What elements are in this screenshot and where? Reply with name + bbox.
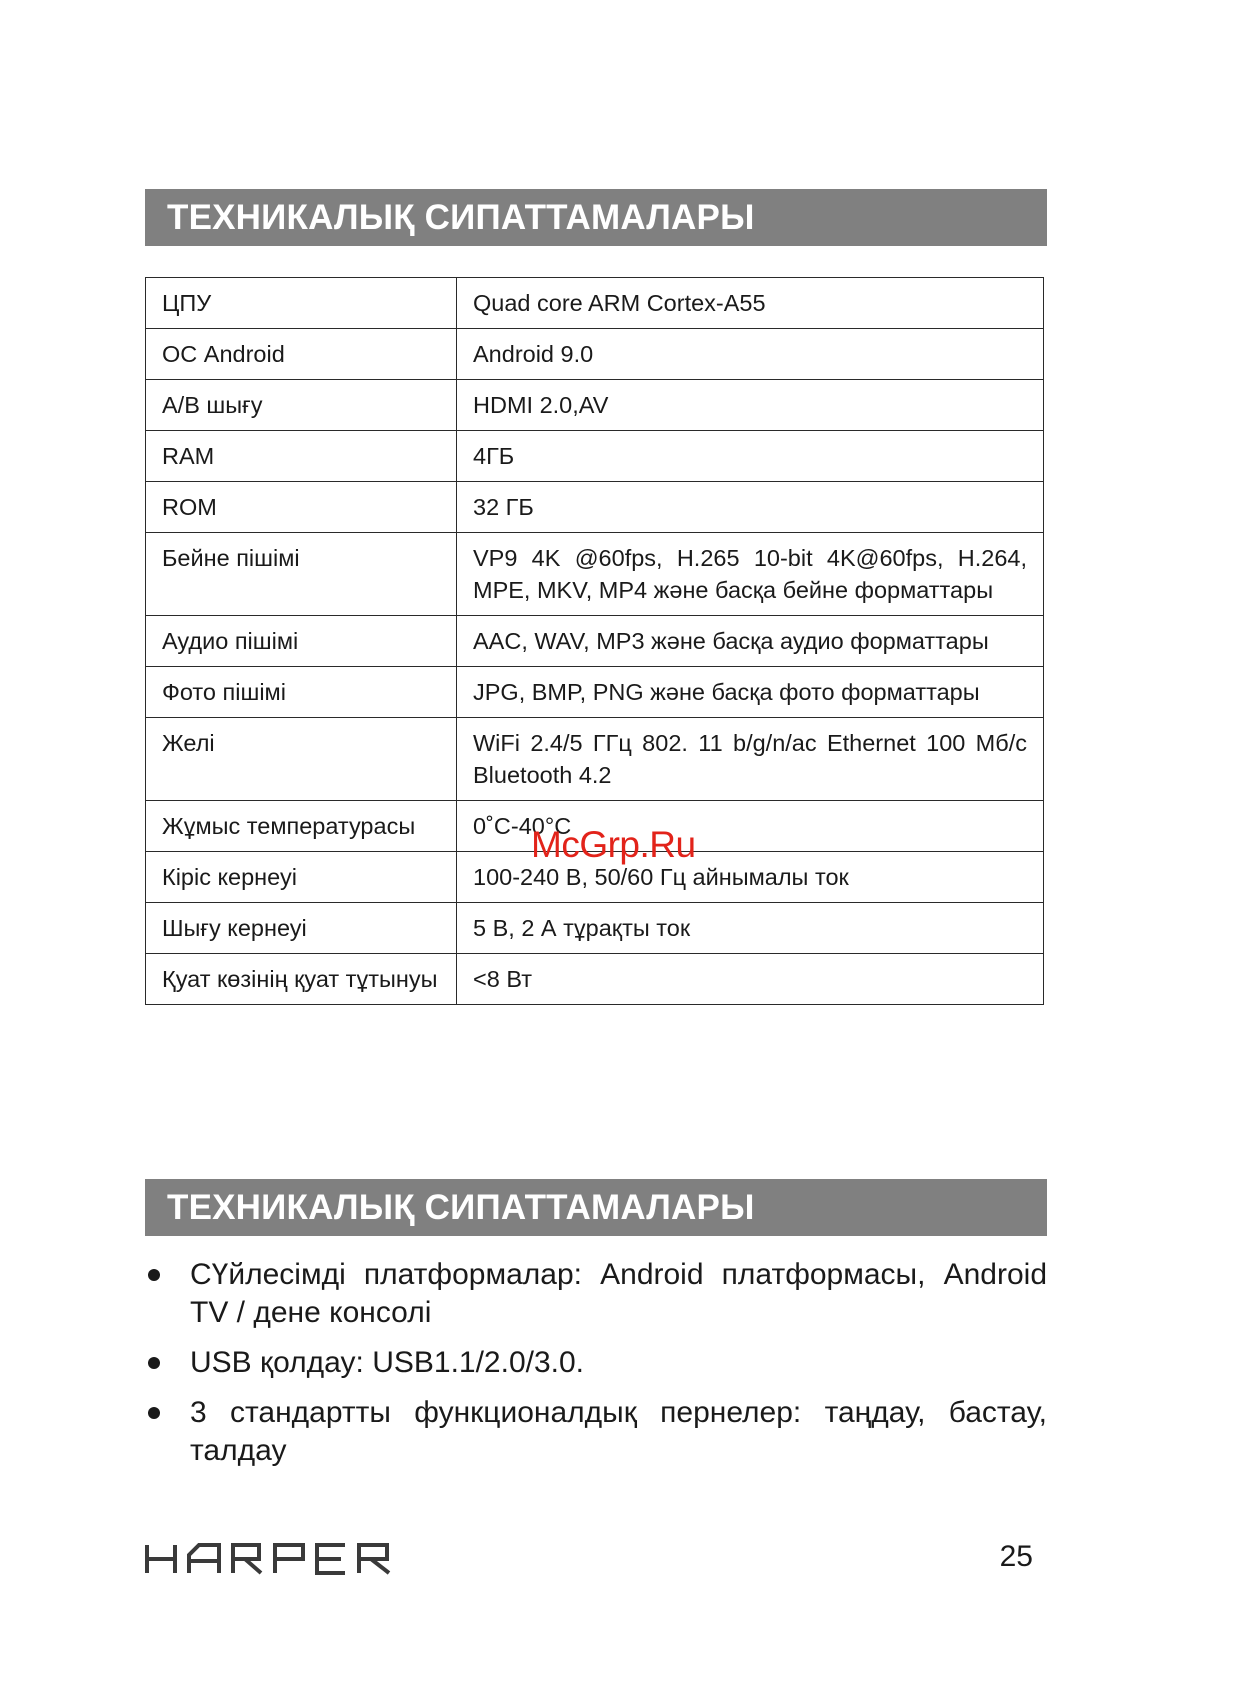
spec-value: 5 В, 2 А тұрақты ток (457, 903, 1044, 954)
table-row (146, 616, 1044, 667)
spec-label: Жұмыс температурасы (146, 801, 457, 852)
spec-label: Кіріс кернеуі (146, 852, 457, 903)
section-title-specifications: ТЕХНИКАЛЫҚ СИПАТТАМАЛАРЫ (145, 189, 1047, 246)
table-row (146, 533, 1044, 616)
table-row (146, 278, 1044, 329)
table-row (146, 852, 1044, 903)
list-item (145, 1394, 1047, 1470)
spec-value: Quad core ARM Cortex-A55 (457, 278, 1044, 329)
spec-value: 100-240 В, 50/60 Гц айнымалы ток (457, 852, 1044, 903)
table-row (146, 380, 1044, 431)
spec-label: RAM (146, 431, 457, 482)
feature-list (145, 1256, 1047, 1482)
specifications-table (145, 277, 1044, 1005)
bullet-dot-icon (148, 1269, 160, 1281)
spec-value: JPG, BMP, PNG және басқа фото форматтары (457, 667, 1044, 718)
spec-value: 0˚С-40°С (457, 801, 1044, 852)
bullet-dot-icon (148, 1407, 160, 1419)
spec-label: Фото пішімі (146, 667, 457, 718)
spec-label: ЦПУ (146, 278, 457, 329)
table-row (146, 718, 1044, 801)
spec-label: Аудио пішімі (146, 616, 457, 667)
spec-label: ROM (146, 482, 457, 533)
list-item-text: СҮйлесімді платформалар: Android платформасы, Android TV / дене консолі (190, 1258, 1047, 1329)
page-number: 25 (999, 1540, 1033, 1573)
list-item-text: 3 стандартты функционалдық пернелер: таңдау, бастау, талдау (190, 1396, 1047, 1467)
harper-logo (145, 1543, 395, 1580)
table-row (146, 667, 1044, 718)
table-row (146, 954, 1044, 1005)
spec-label: Желі (146, 718, 457, 801)
bullet-dot-icon (148, 1357, 160, 1369)
spec-value: HDMI 2.0,AV (457, 380, 1044, 431)
table-row (146, 903, 1044, 954)
table-row (146, 329, 1044, 380)
spec-value: AAC, WAV, MP3 және басқа аудио форматтары (457, 616, 1044, 667)
list-item (145, 1256, 1047, 1332)
spec-label: Бейне пішімі (146, 533, 457, 616)
spec-label: Шығу кернеуі (146, 903, 457, 954)
table-row (146, 801, 1044, 852)
table-row (146, 431, 1044, 482)
spec-label: A/B шығу (146, 380, 457, 431)
spec-value: Android 9.0 (457, 329, 1044, 380)
spec-value: VP9 4K @60fps, H.265 10-bit 4K@60fps, H.264, MPE, MKV, MP4 және басқа бейне форматтары (457, 533, 1044, 616)
spec-value: 4ГБ (457, 431, 1044, 482)
spec-value: WiFi 2.4/5 ГГц 802. 11 b/g/n/ac Ethernet 100 Мб/с Bluetooth 4.2 (457, 718, 1044, 801)
spec-value: <8 Вт (457, 954, 1044, 1005)
table-row (146, 482, 1044, 533)
section-title-features: ТЕХНИКАЛЫҚ СИПАТТАМАЛАРЫ (145, 1179, 1047, 1236)
spec-value: 32 ГБ (457, 482, 1044, 533)
list-item (145, 1344, 1047, 1382)
spec-label: ОС Android (146, 329, 457, 380)
list-item-text: USB қолдау: USB1.1/2.0/3.0. (190, 1346, 584, 1379)
watermark-text: McGrp.Ru (531, 824, 696, 865)
spec-label: Қуат көзінің қуат тұтынуы (146, 954, 457, 1005)
